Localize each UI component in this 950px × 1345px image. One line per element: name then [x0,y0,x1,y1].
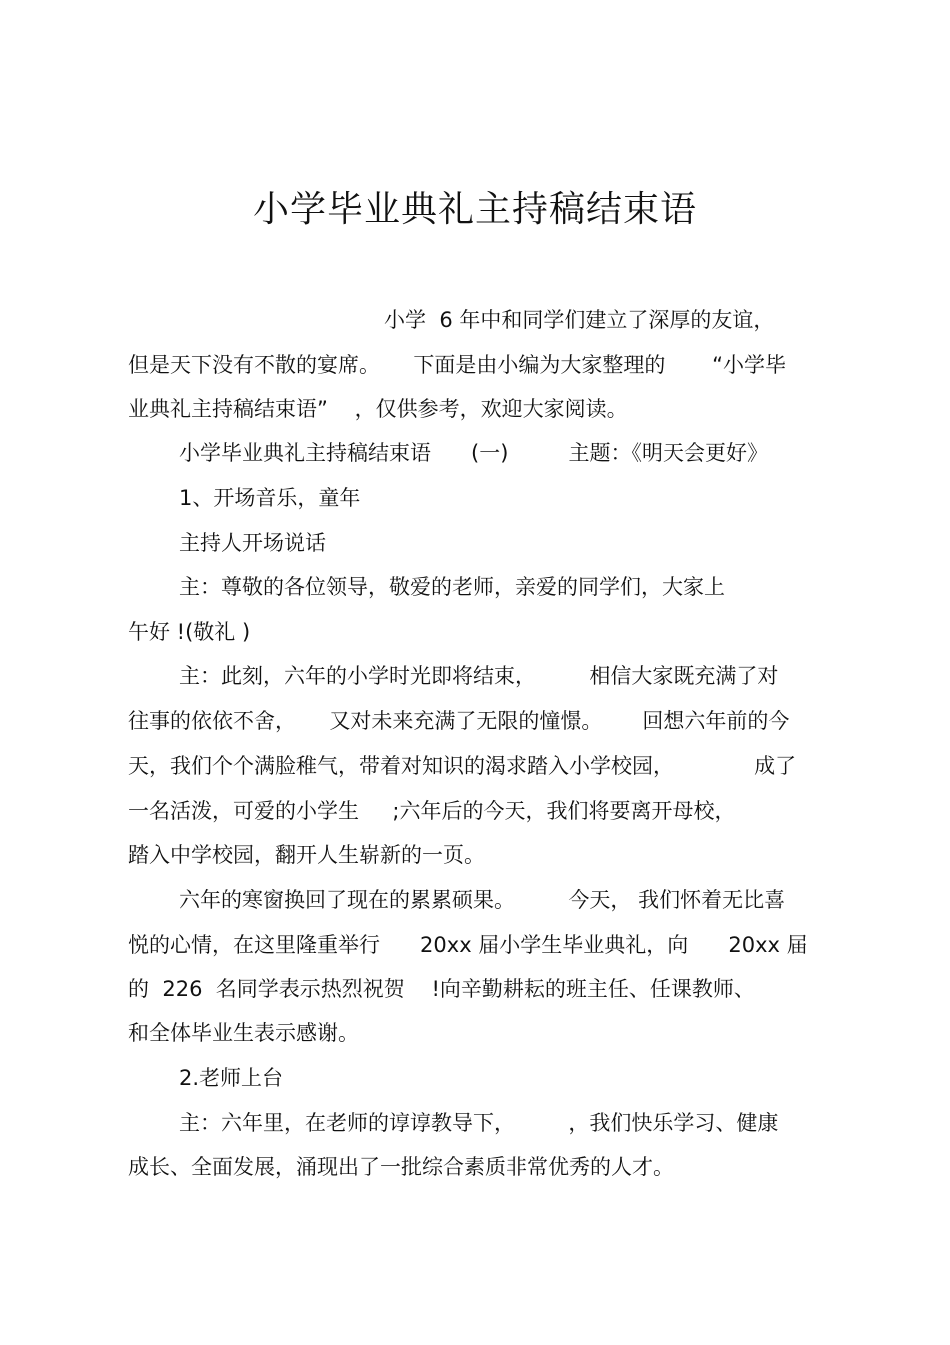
paragraph-line: 悦的心情，在这里隆重举行 20xx 届小学生毕业典礼，向 20xx 届 [128,933,808,957]
paragraph-line: 和全体毕业生表示感谢。 [128,1021,359,1045]
paragraph-line: 天，我们个个满脸稚气，带着对知识的渴求踏入小学校园， 成了 [128,754,797,778]
paragraph-line: 但是天下没有不散的宴席。 下面是由小编为大家整理的 “小学毕 [128,353,786,377]
paragraph-line: 主持人开场说话 [179,531,326,555]
list-item: 1、开场音乐，童年 [179,486,361,510]
paragraph-line: 午好 !(敬礼 ) [128,620,251,644]
paragraph-line: 往事的依依不舍， 又对未来充满了无限的憧憬。 回想六年前的今 [128,709,790,733]
paragraph-line: 主：此刻，六年的小学时光即将结束， 相信大家既充满了对 [179,664,779,688]
paragraph-line: 业典礼主持稿结束语” ，仅供参考，欢迎大家阅读。 [128,397,628,421]
paragraph-line: 六年的寒窗换回了现在的累累硕果。 今天， 我们怀着无比喜 [179,888,786,912]
paragraph-line: 踏入中学校园，翻开人生崭新的一页。 [128,843,485,867]
paragraph-line: 主：尊敬的各位领导，敬爱的老师，亲爱的同学们，大家上 [179,575,725,599]
list-item: 2.老师上台 [179,1066,284,1090]
paragraph-line: 主：六年里，在老师的谆谆教导下， ，我们快乐学习、健康 [179,1111,779,1135]
paragraph-line: 的 226 名同学表示热烈祝贺 !向辛勤耕耘的班主任、任课教师、 [128,977,755,1001]
section-heading: 小学毕业典礼主持稿结束语 (一) 主题：《明天会更好》 [179,441,769,465]
paragraph-line: 一名活泼，可爱的小学生 ;六年后的今天，我们将要离开母校， [128,799,736,823]
paragraph-line: 小学 6 年中和同学们建立了深厚的友谊， [384,308,775,332]
paragraph-line: 成长、全面发展，涌现出了一批综合素质非常优秀的人才。 [128,1155,674,1179]
document-title: 小学毕业典礼主持稿结束语 [252,189,697,230]
